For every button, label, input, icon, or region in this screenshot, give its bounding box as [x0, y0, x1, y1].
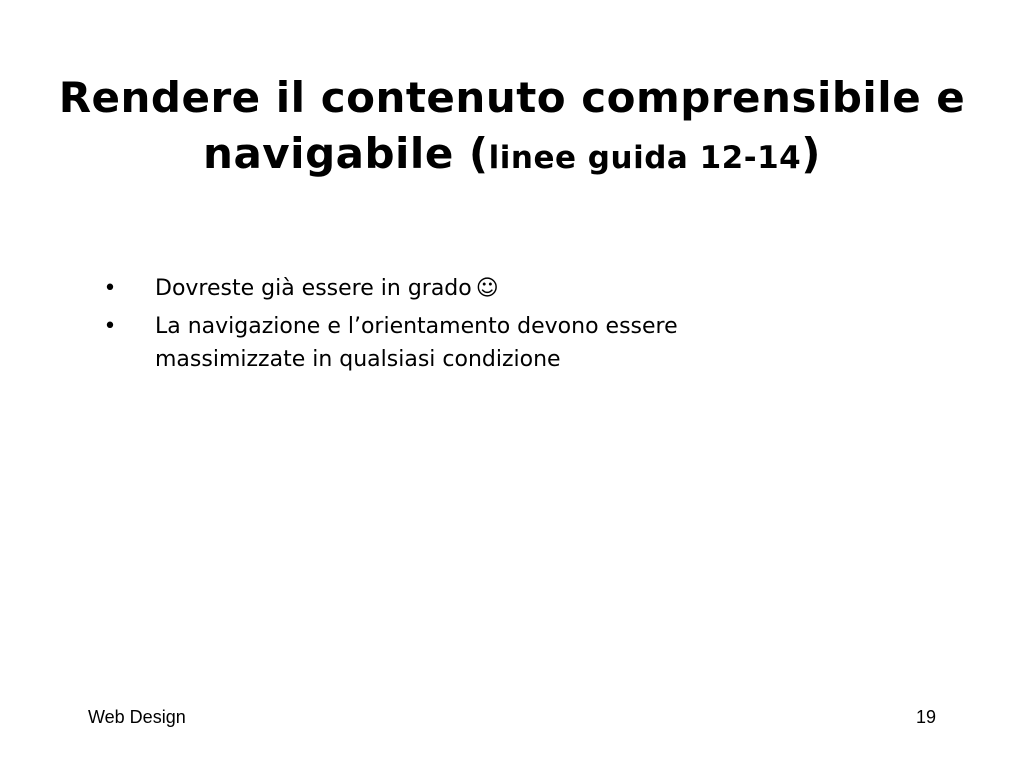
title-guidelines-range: linee guida 12-14: [488, 140, 802, 176]
footer-page-number: 19: [915, 707, 936, 727]
footer-course-title: Web Design: [88, 707, 186, 727]
bullet-marker: •: [103, 314, 117, 339]
title-close-paren: ): [801, 129, 821, 178]
title-line-1: Rendere il contenuto comprensibile e: [58, 73, 966, 122]
bullet-item: [100, 310, 820, 376]
bullet-item: [100, 272, 820, 305]
bullet-text: Dovreste già essere in grado: [155, 276, 472, 301]
title-line-2: navigabile (: [203, 129, 489, 178]
bullet-list: [100, 272, 820, 381]
bullet-marker: •: [103, 276, 117, 301]
slide-title: [30, 70, 994, 186]
smiley-icon: ☺: [475, 276, 499, 301]
bullet-text: La navigazione e l’orientamento devono essere massimizzate in qualsiasi condizione: [155, 314, 678, 372]
